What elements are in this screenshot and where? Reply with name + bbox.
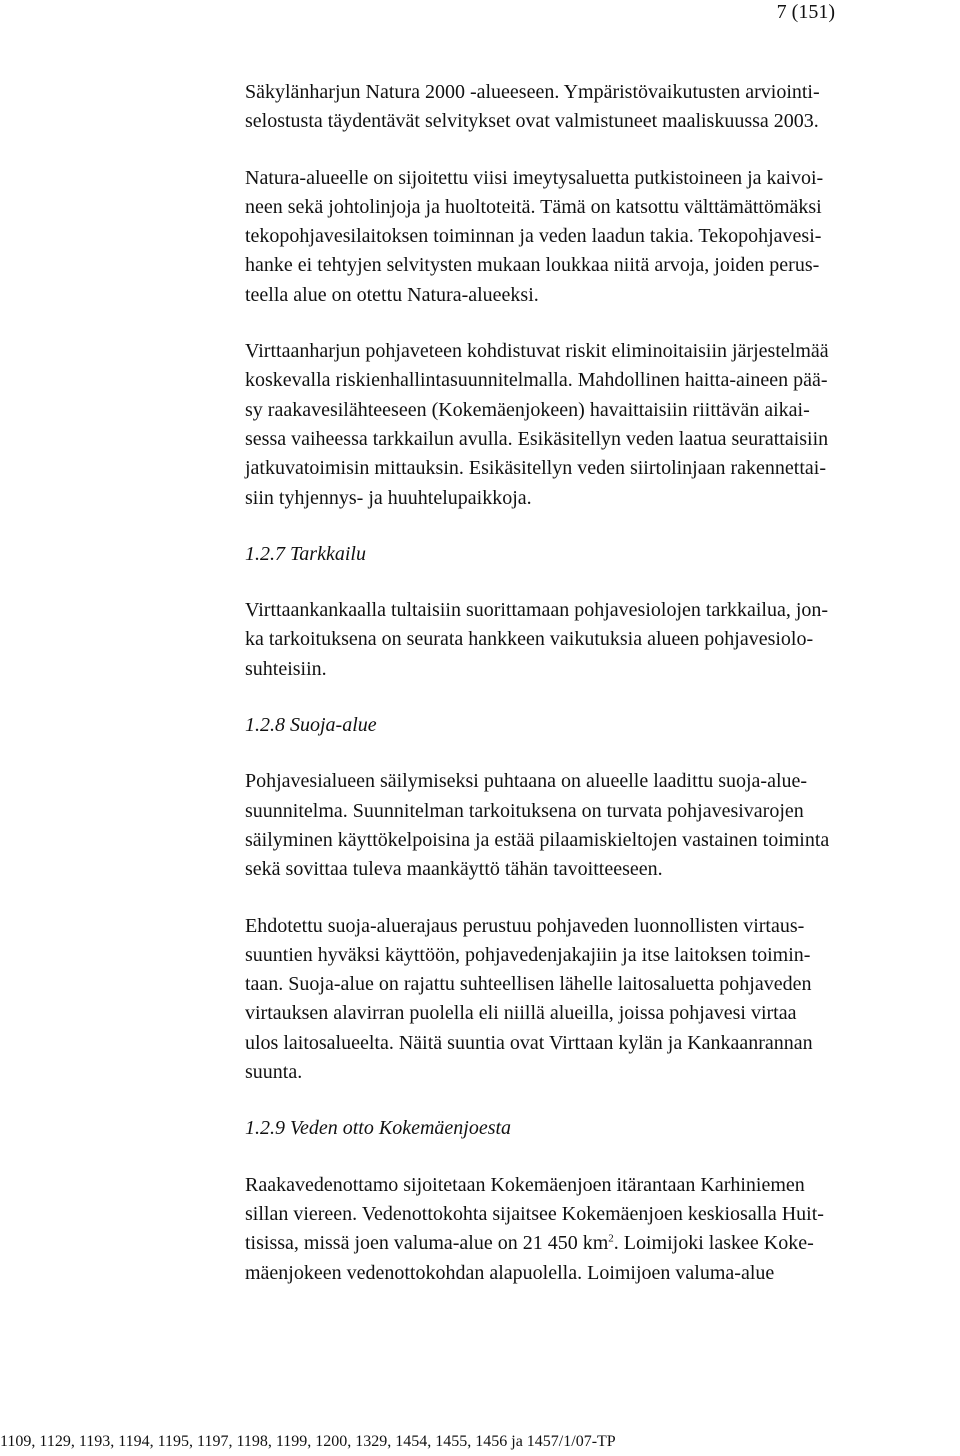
section-heading-monitoring: 1.2.7 Tarkkailu	[245, 542, 366, 565]
paragraph-natura-assessment	[245, 78, 950, 137]
text-line: Raakavedenottamo sijoitetaan Kokemäenjoen itärantaan Karhiniemen	[245, 1173, 805, 1196]
text-line: hanke ei tehtyjen selvitysten mukaan loukkaa niitä arvoja, joiden perus-	[245, 254, 820, 277]
text-line: sillan viereen. Vedenottokohta sijaitsee Kokemäenjoen keskiosalla Huit-	[245, 1202, 824, 1225]
page-number: 7 (151)	[776, 1, 835, 23]
paragraph-monitoring	[245, 596, 950, 684]
text-line: suunnitelma. Suunnitelman tarkoituksena on turvata pohjavesivarojen	[245, 799, 804, 822]
text-line: neen sekä johtolinjoja ja huoltoteitä. Tämä on katsottu välttämättömäksi	[245, 195, 822, 218]
text-line: virtauksen alavirran puolella eli niillä alueilla, joissa pohjavesi virtaa	[245, 1002, 797, 1025]
text-line: suuntien hyväksi käyttöön, pohjavedenjakajiin ja itse laitoksen toimin-	[245, 943, 811, 966]
text-line	[245, 1229, 950, 1258]
document-body	[245, 78, 950, 1288]
text-line: teella alue on otettu Natura-alueeksi.	[245, 283, 539, 306]
text-line: koskevalla riskienhallintasuunnitelmalla. Mahdollinen haitta-aineen pää-	[245, 369, 828, 392]
text-line: säilyminen käyttökelpoisina ja estää pilaamiskieltojen vastainen toiminta	[245, 828, 830, 851]
text-line: ulos laitosalueelta. Näitä suuntia ovat Virttaan kylän ja Kankaanrannan	[245, 1031, 813, 1054]
section-heading-water-intake: 1.2.9 Veden otto Kokemäenjoesta	[245, 1117, 512, 1140]
paragraph-infiltration-areas	[245, 164, 950, 310]
section-heading-protection-area: 1.2.8 Suoja-alue	[245, 714, 377, 737]
text-line: Säkylänharjun Natura 2000 -alueeseen. Ympäristövaikutusten arviointi-	[245, 81, 820, 103]
text-line: sy raakavesilähteeseen (Kokemäenjokeen) havaittaisiin riittävän aikai-	[245, 398, 810, 421]
text-fragment: . Loimijoki laskee Koke-	[613, 1232, 814, 1255]
paragraph-protection-plan	[245, 767, 950, 884]
text-line: Natura-alueelle on sijoitettu viisi imeytysaluetta putkistoineen ja kaivoi-	[245, 166, 824, 189]
text-line: suunta.	[245, 1061, 303, 1084]
text-line: Ehdotettu suoja-aluerajaus perustuu pohjaveden luonnollisten virtaus-	[245, 914, 805, 937]
text-line: Pohjavesialueen säilymiseksi puhtaana on alueelle laadittu suoja-alue-	[245, 770, 808, 793]
text-line: sessa vaiheessa tarkkailun avulla. Esikäsitellyn veden laatua seurattaisiin	[245, 427, 829, 450]
text-line: selostusta täydentävät selvitykset ovat valmistuneet maaliskuussa 2003.	[245, 110, 819, 133]
paragraph-protection-boundary	[245, 912, 950, 1088]
text-line: suhteisiin.	[245, 657, 327, 680]
text-line: ka tarkoituksena on seurata hankkeen vaikutuksia alueen pohjavesiolo-	[245, 628, 814, 651]
text-line: taan. Suoja-alue on rajattu suhteellisen lähelle laitosaluetta pohjaveden	[245, 973, 812, 996]
text-line: Virttaankankaalla tultaisiin suorittamaan pohjavesiolojen tarkkailua, jon-	[245, 599, 829, 622]
text-line: mäenjokeen vedenottokohdan alapuolella. Loimijoen valuma-alue	[245, 1261, 775, 1284]
paragraph-water-intake	[245, 1171, 950, 1288]
superscript: 2	[608, 1232, 614, 1245]
paragraph-risk-management	[245, 337, 950, 513]
text-line: tekopohjavesilaitoksen toiminnan ja veden laadun takia. Tekopohjavesi-	[245, 225, 822, 248]
footer-reference: 1109, 1129, 1193, 1194, 1195, 1197, 1198, 1199, 1200, 1329, 1454, 1455, 1456 ja 1457/1/07-TP	[0, 1433, 616, 1450]
text-line: jatkuvatoimisin mittauksin. Esikäsitellyn veden siirtolinjaan rakennettai-	[245, 457, 826, 480]
text-line: siin tyhjennys- ja huuhtelupaikkoja.	[245, 486, 532, 509]
text-line: sekä sovittaa tuleva maankäyttö tähän tavoitteeseen.	[245, 858, 663, 881]
text-line: Virttaanharjun pohjaveteen kohdistuvat riskit eliminoitaisiin järjestelmää	[245, 340, 829, 363]
text-fragment: tisissa, missä joen valuma-alue on 21 450 km	[245, 1232, 609, 1255]
